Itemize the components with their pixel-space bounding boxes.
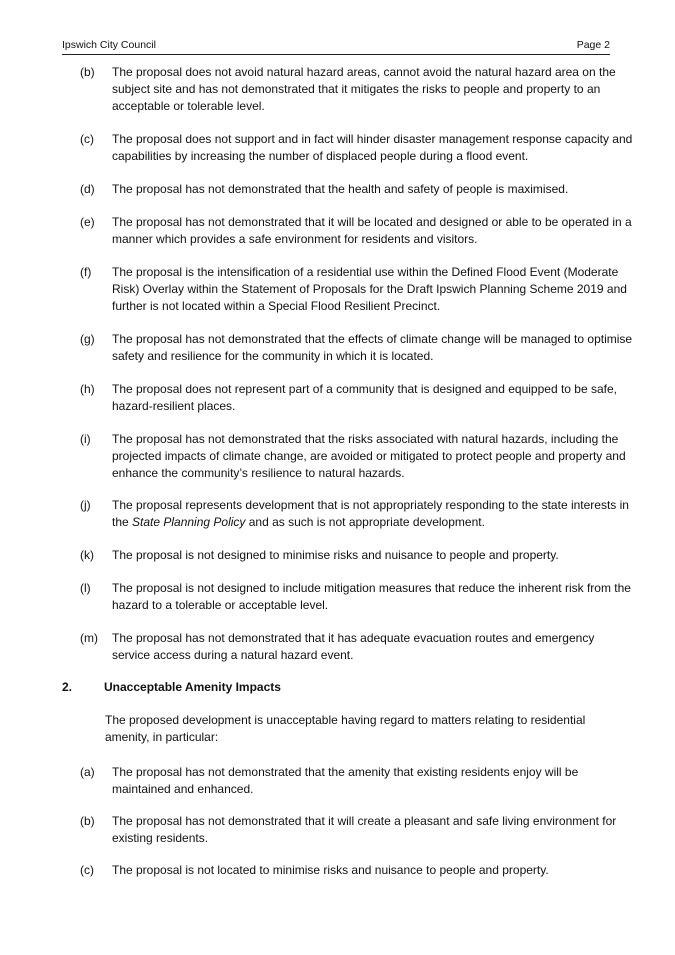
list-item-text: The proposal has not demonstrated that it has adequate evacuation routes and emergency service access during a natural hazard event. bbox=[112, 631, 595, 662]
list-item-text: The proposal is the intensification of a residential use within the Defined Flood Event (Moderate Risk) Overlay within the Statement of Proposals for the Draft Ipswich Planning Scheme 2019 and further is not located within a Special Flood Resilient Precinct. bbox=[112, 265, 627, 313]
list-item-text: The proposal has not demonstrated that it will be located and designed or able to be operated in a manner which provides a safe environment for residents and visitors. bbox=[112, 215, 632, 246]
list-item-label: (m) bbox=[80, 631, 98, 645]
list-item-text: The proposal is not designed to include mitigation measures that reduce the inherent risk from the hazard to a tolerable or acceptable level. bbox=[112, 581, 631, 612]
list-item-label: (b) bbox=[80, 65, 95, 79]
section-number: 2. bbox=[62, 680, 73, 694]
list-item-text: The proposal has not demonstrated that the effects of climate change will be managed to optimise safety and resilience for the community in which it is located. bbox=[112, 332, 633, 363]
list-item-text: The proposal does not support and in fact will hinder disaster management response capacity and capabilities by increasing the number of displaced people during a flood event. bbox=[112, 132, 633, 163]
page-header bbox=[62, 38, 610, 55]
list-item-label: (c) bbox=[80, 132, 94, 146]
section-title: Unacceptable Amenity Impacts bbox=[104, 680, 281, 694]
list-item-label: (l) bbox=[80, 581, 91, 595]
header-organisation: Ipswich City Council bbox=[62, 39, 156, 51]
list-item-label: (f) bbox=[80, 265, 92, 279]
list-item-text: The proposal is not located to minimise risks and nuisance to people and property. bbox=[112, 863, 549, 877]
list-item-text: The proposal is not designed to minimise risks and nuisance to people and property. bbox=[112, 548, 559, 562]
list-item-text: The proposal has not demonstrated that it will create a pleasant and safe living environment for existing residents. bbox=[112, 814, 617, 845]
header-page-number: Page 2 bbox=[576, 39, 610, 51]
list-item-text: The proposal does not avoid natural hazard areas, cannot avoid the natural hazard area on the subject site and has not demonstrated that it mitigates the risks to people and property to an acceptable or tolerable level. bbox=[112, 65, 616, 113]
list-item-label: (c) bbox=[80, 863, 94, 877]
list-item-text: The proposal does not represent part of a community that is designed and equipped to be safe, hazard-resilient places. bbox=[112, 382, 617, 413]
list-item-text: The proposal represents development that is not appropriately responding to the state interests in the State Planning Policy and as such is not appropriate development. bbox=[112, 498, 629, 529]
list-item-label: (h) bbox=[80, 382, 95, 396]
list-item-label: (a) bbox=[80, 765, 95, 779]
list-item-text: The proposal has not demonstrated that the amenity that existing residents enjoy will be maintained and enhanced. bbox=[112, 765, 579, 796]
list-item-label: (k) bbox=[80, 548, 94, 562]
list-item-label: (i) bbox=[80, 432, 91, 446]
list-item-label: (b) bbox=[80, 814, 95, 828]
policy-title: State Planning Policy bbox=[132, 515, 246, 529]
list-item-text: The proposal has not demonstrated that the risks associated with natural hazards, including the projected impacts of climate change, are avoided or mitigated to protect people and property and enhance the community’s resilience to natural hazards. bbox=[112, 432, 626, 480]
list-item-label: (e) bbox=[80, 215, 95, 229]
section-intro: The proposed development is unacceptable having regard to matters relating to residential amenity, in particular: bbox=[105, 713, 586, 744]
list-item-text: The proposal has not demonstrated that the health and safety of people is maximised. bbox=[112, 182, 569, 196]
list-item-label: (g) bbox=[80, 332, 95, 346]
list-item-label: (d) bbox=[80, 182, 95, 196]
list-item-label: (j) bbox=[80, 498, 91, 512]
